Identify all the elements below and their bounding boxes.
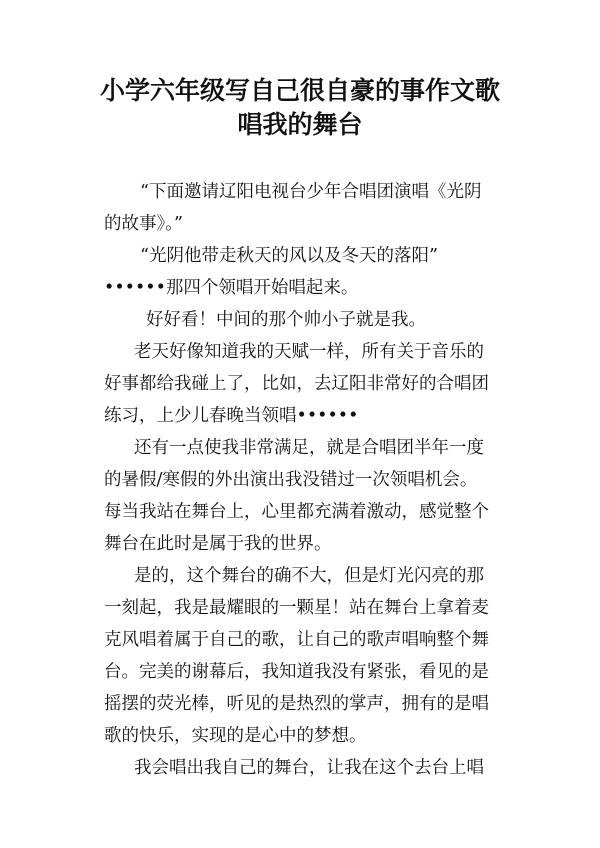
body-line: 摇摆的荧光棒，听见的是热烈的掌声，拥有的是唱 [104, 694, 489, 714]
body-line: “下面邀请辽阳电视台少年合唱团演唱《光阴 [140, 182, 482, 202]
body-line: “光阴他带走秋天的风以及冬天的落阳” [140, 246, 438, 266]
body-line: 每当我站在舞台上，心里都充满着激动，感觉整个 [104, 502, 489, 522]
body-line: 是的，这个舞台的确不大，但是灯光闪亮的那 [134, 566, 484, 586]
body-line: 台。完美的谢幕后，我知道我没有紧张，看见的是 [104, 662, 489, 682]
body-line: 的暑假/寒假的外出演出我没错过一次领唱机会。 [104, 470, 478, 490]
body-line: 练习，上少儿春晚当领唱•••••• [104, 406, 359, 426]
body-line: 还有一点使我非常满足，就是合唱团半年一度 [134, 438, 484, 458]
body-line: 老天好像知道我的天赋一样，所有关于音乐的 [134, 342, 484, 362]
body-line: 舞台在此时是属于我的世界。 [104, 534, 332, 554]
body-line: ••••••那四个领唱开始唱起来。 [104, 278, 359, 298]
document-title-line-2: 唱我的舞台 [237, 110, 363, 139]
body-line: 一刻起，我是最耀眼的一颗星！站在舞台上拿着麦 [104, 598, 489, 618]
body-line: 歌的快乐，实现的是心中的梦想。 [104, 726, 367, 746]
body-line: 我会唱出我自己的舞台，让我在这个去台上唱 [134, 758, 484, 778]
document-title-line-1: 小学六年级写自己很自豪的事作文歌 [99, 76, 500, 105]
body-line: 好事都给我碰上了，比如，去辽阳非常好的合唱团 [104, 374, 489, 394]
body-line: 好好看！中间的那个帅小子就是我。 [146, 310, 426, 330]
body-line: 克风唱着属于自己的歌，让自己的歌声唱响整个舞 [104, 630, 489, 650]
body-line: 的故事》。” [104, 214, 183, 234]
